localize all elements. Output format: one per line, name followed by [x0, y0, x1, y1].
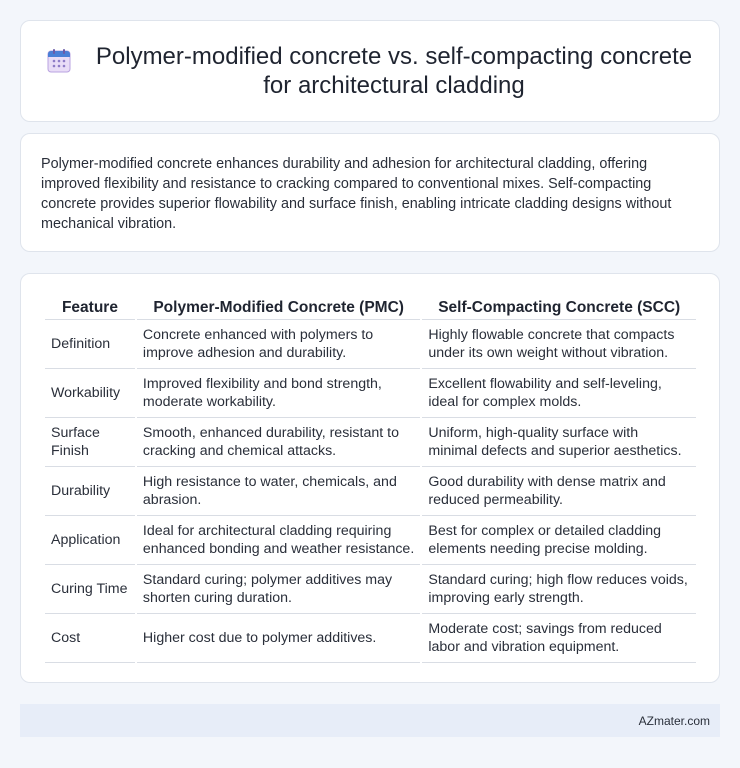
footer — [20, 704, 720, 737]
row-feature: Workability — [45, 369, 135, 418]
comparison-table-card — [20, 273, 720, 683]
row-feature: Curing Time — [45, 565, 135, 614]
row-pmc: High resistance to water, chemicals, and abrasion. — [137, 467, 420, 516]
row-scc: Moderate cost; savings from reduced labor and vibration equipment. — [422, 614, 696, 663]
table-row — [45, 418, 696, 467]
table-header-row — [45, 292, 696, 320]
header-scc: Self-Compacting Concrete (SCC) — [422, 292, 696, 320]
table-row — [45, 516, 696, 565]
row-scc: Highly flowable concrete that compacts under its own weight without vibration. — [422, 320, 696, 369]
summary-card — [20, 133, 720, 252]
table-row — [45, 320, 696, 369]
title-wrap — [46, 42, 694, 100]
table-row — [45, 614, 696, 663]
table-row — [45, 565, 696, 614]
row-pmc: Standard curing; polymer additives may shorten curing duration. — [137, 565, 420, 614]
table-row — [45, 467, 696, 516]
row-feature: Cost — [45, 614, 135, 663]
row-pmc: Improved flexibility and bond strength, moderate workability. — [137, 369, 420, 418]
table-row — [45, 369, 696, 418]
row-pmc: Ideal for architectural cladding requiring enhanced bonding and weather resistance. — [137, 516, 420, 565]
header-pmc: Polymer-Modified Concrete (PMC) — [137, 292, 420, 320]
footer-source-link[interactable]: AZmater.com — [638, 713, 710, 728]
title-card — [20, 20, 720, 122]
row-scc: Best for complex or detailed cladding elements needing precise molding. — [422, 516, 696, 565]
row-feature: Durability — [45, 467, 135, 516]
row-scc: Excellent flowability and self-leveling, ideal for complex molds. — [422, 369, 696, 418]
row-scc: Uniform, high-quality surface with minimal defects and superior aesthetics. — [422, 418, 696, 467]
row-scc: Good durability with dense matrix and reduced permeability. — [422, 467, 696, 516]
row-feature: Surface Finish — [45, 418, 135, 467]
row-pmc: Concrete enhanced with polymers to improve adhesion and durability. — [137, 320, 420, 369]
summary-text: Polymer-modified concrete enhances durability and adhesion for architectural cladding, offering improved flexibility and resistance to cracking compared to conventional mixes. Self-compacting concrete provides superior flowability and surface finish, enabling intricate cladding designs without mechanical vibration. — [41, 156, 672, 232]
calendar-icon — [46, 48, 72, 74]
row-pmc: Higher cost due to polymer additives. — [137, 614, 420, 663]
comparison-table — [43, 292, 698, 663]
header-feature: Feature — [45, 292, 135, 320]
row-pmc: Smooth, enhanced durability, resistant to cracking and chemical attacks. — [137, 418, 420, 467]
page-title: Polymer-modified concrete vs. self-compacting concrete for architectural cladding — [95, 43, 693, 99]
row-feature: Definition — [45, 320, 135, 369]
row-scc: Standard curing; high flow reduces voids, improving early strength. — [422, 565, 696, 614]
row-feature: Application — [45, 516, 135, 565]
